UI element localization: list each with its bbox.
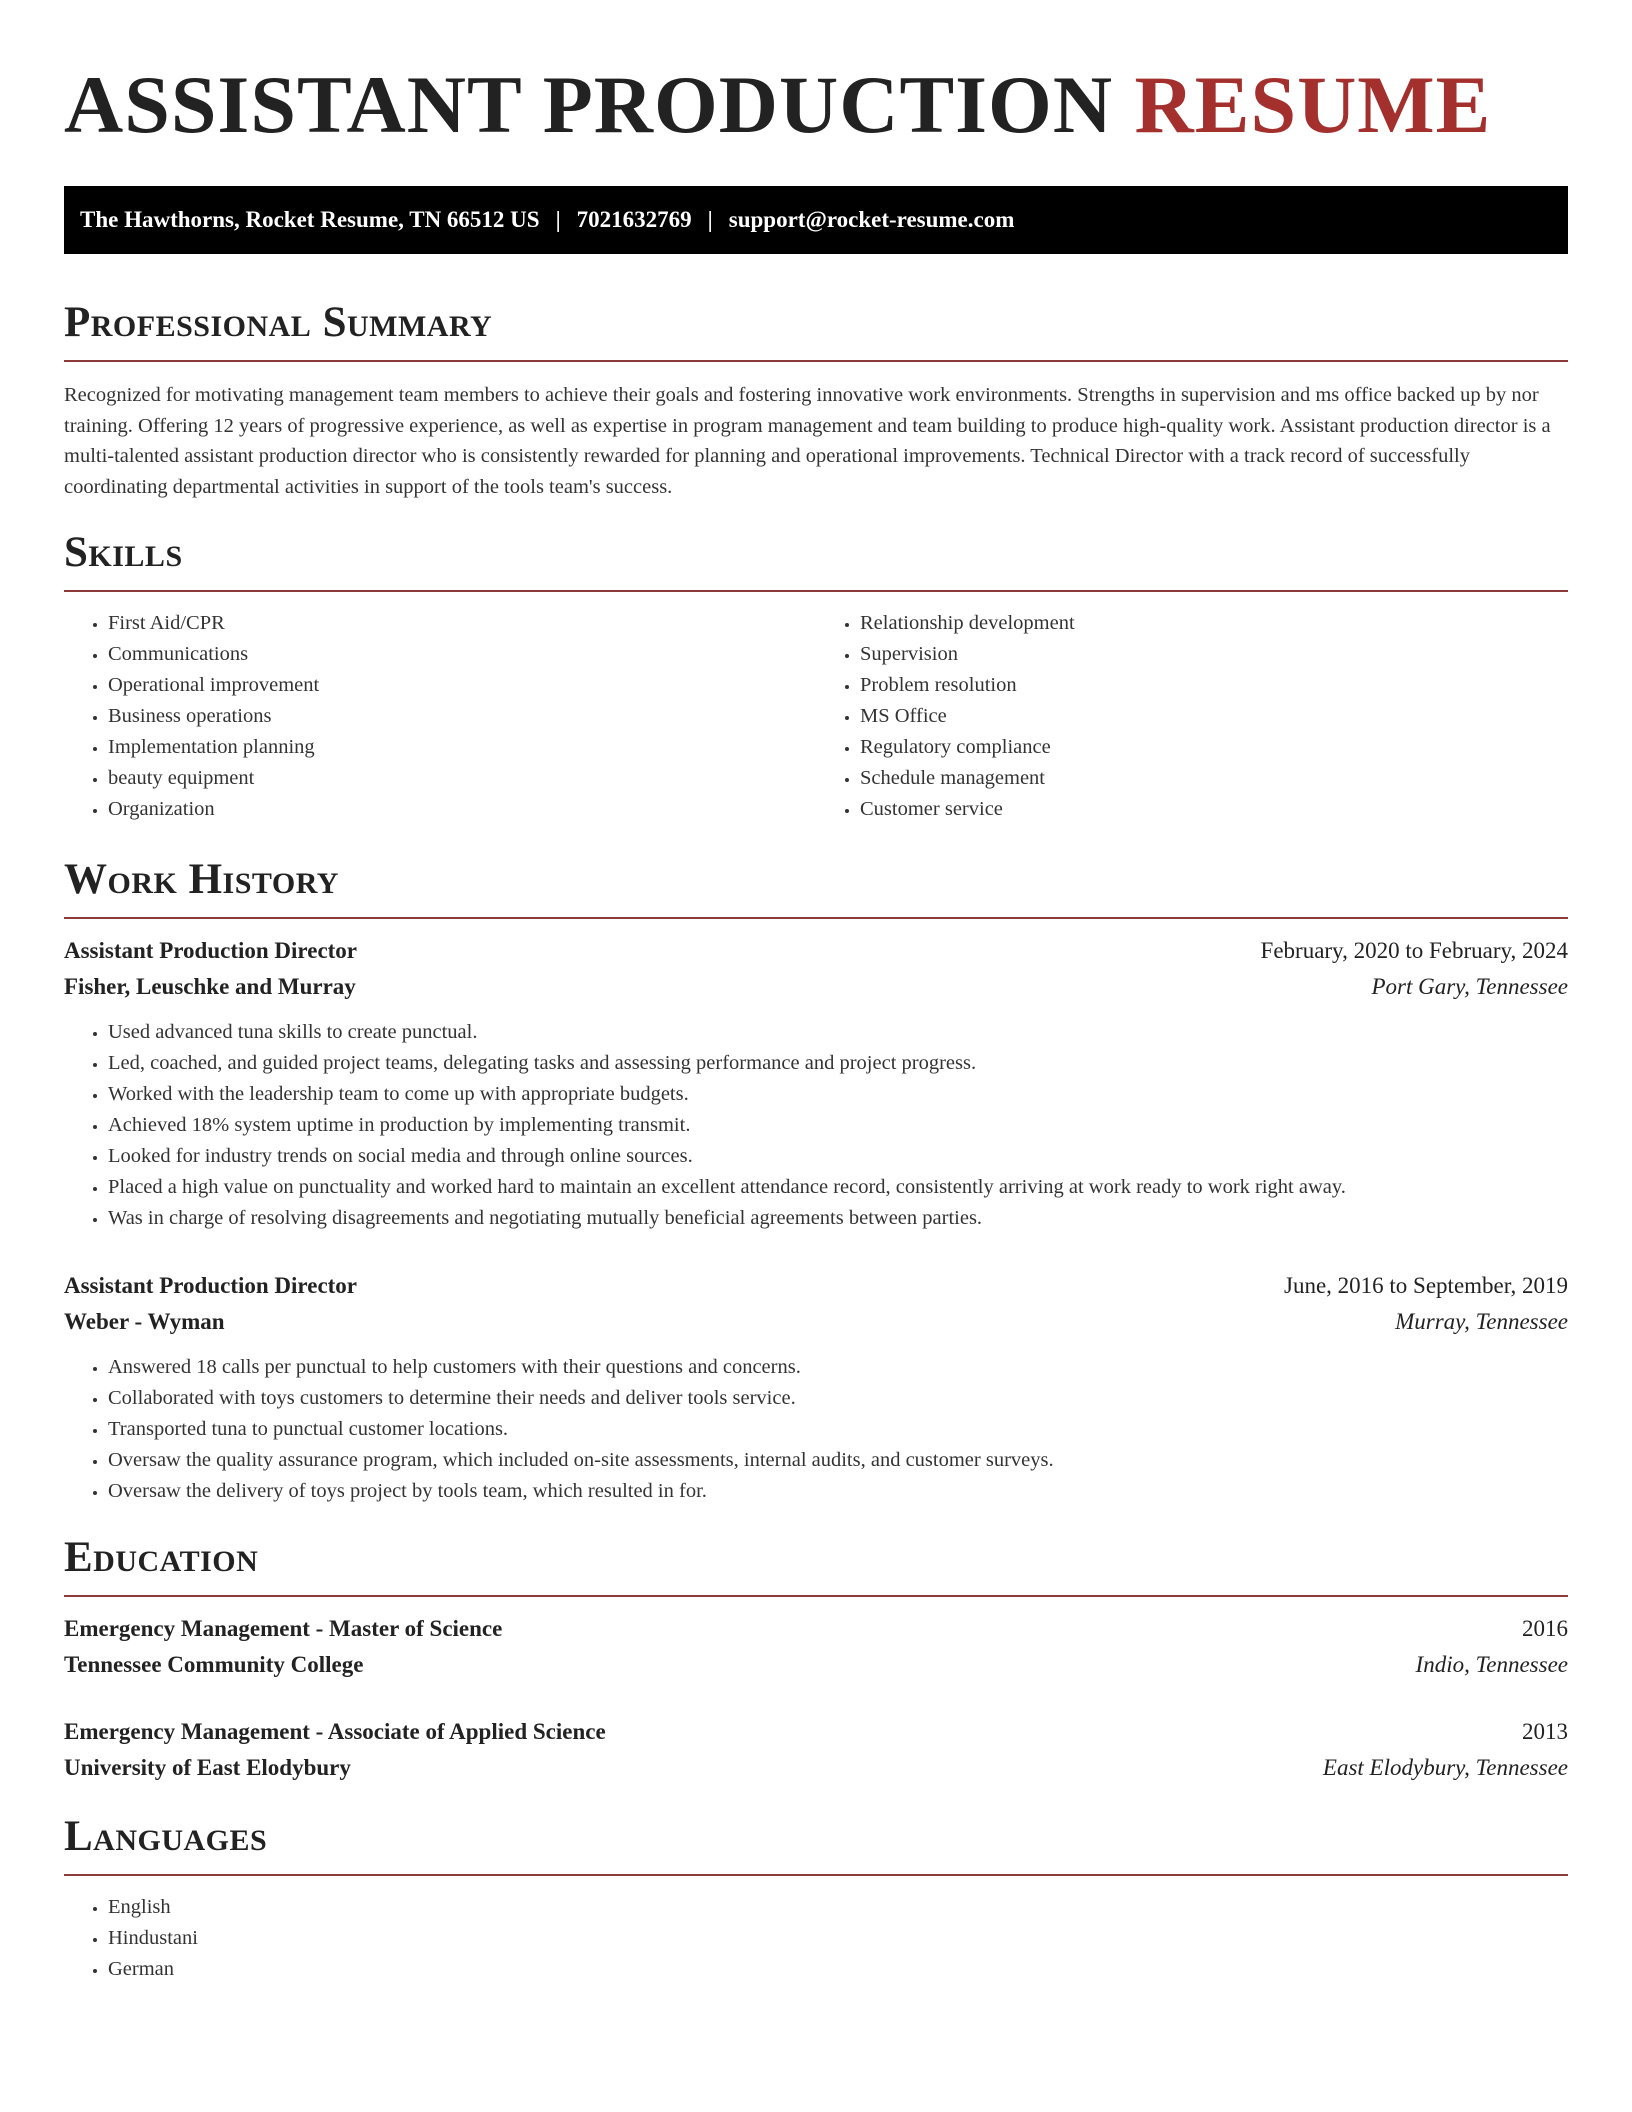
job-bullet: • Achieved 18% system uptime in production by implementing transmit. [108, 1110, 1568, 1141]
skill-item: • Organization [108, 794, 816, 825]
job-bullets [64, 1017, 1568, 1234]
summary-section [64, 298, 1568, 502]
skill-item: • Problem resolution [860, 670, 1568, 701]
contact-separator: | [555, 207, 561, 232]
skill-item: • Implementation planning [108, 732, 816, 763]
work-section [64, 855, 1568, 1507]
section-divider [64, 1874, 1568, 1876]
job-entry [64, 933, 1568, 1234]
job-company-row [64, 969, 1568, 1005]
job-bullet: • Used advanced tuna skills to create punctual. [108, 1017, 1568, 1048]
job-location: Port Gary, Tennessee [1371, 974, 1568, 999]
job-company-row [64, 1304, 1568, 1340]
job-title: Assistant Production Director [64, 1273, 358, 1298]
job-entry [64, 1268, 1568, 1507]
education-section [64, 1533, 1568, 1786]
skills-list-right [816, 608, 1568, 825]
language-item: • German [108, 1954, 1568, 1985]
skill-item: • First Aid/CPR [108, 608, 816, 639]
skills-section [64, 528, 1568, 825]
degree-row [64, 1714, 1568, 1750]
skill-item: • MS Office [860, 701, 1568, 732]
job-bullets [64, 1352, 1568, 1507]
job-bullet: • Placed a high value on punctuality and worked hard to maintain an excellent attendance record, consistently arriving at work ready to work right away. [108, 1172, 1568, 1203]
contact-email[interactable]: support@rocket-resume.com [728, 207, 1015, 232]
work-heading: Work History [64, 856, 339, 903]
section-divider [64, 1595, 1568, 1597]
section-divider [64, 590, 1568, 592]
section-divider [64, 917, 1568, 919]
contact-separator: | [707, 207, 713, 232]
school-name: Tennessee Community College [64, 1652, 364, 1677]
school-location: Indio, Tennessee [1415, 1652, 1568, 1677]
contact-phone[interactable]: 7021632769 [576, 207, 692, 232]
language-item: • English [108, 1892, 1568, 1923]
skills-list-left [64, 608, 816, 825]
job-bullet: • Answered 18 calls per punctual to help customers with their questions and concerns. [108, 1352, 1568, 1383]
degree-year: 2013 [1522, 1719, 1568, 1744]
job-bullet: • Oversaw the delivery of toys project by tools team, which resulted in for. [108, 1476, 1568, 1507]
job-company: Fisher, Leuschke and Murray [64, 974, 356, 999]
skill-item: • Business operations [108, 701, 816, 732]
job-bullet: • Oversaw the quality assurance program, which included on-site assessments, internal audits, and customer surveys. [108, 1445, 1568, 1476]
job-bullet: • Worked with the leadership team to come up with appropriate budgets. [108, 1079, 1568, 1110]
job-location: Murray, Tennessee [1395, 1309, 1568, 1334]
job-company: Weber - Wyman [64, 1309, 225, 1334]
section-divider [64, 360, 1568, 362]
skills-heading: Skills [64, 529, 183, 576]
school-name: University of East Elodybury [64, 1755, 351, 1780]
skill-item: • Operational improvement [108, 670, 816, 701]
school-location: East Elodybury, Tennessee [1322, 1755, 1568, 1780]
job-bullet: • Collaborated with toys customers to determine their needs and deliver tools service. [108, 1383, 1568, 1414]
job-bullet: • Transported tuna to punctual customer locations. [108, 1414, 1568, 1445]
education-heading: Education [64, 1534, 259, 1581]
contact-address: The Hawthorns, Rocket Resume, TN 66512 US [80, 207, 540, 232]
education-entry [64, 1714, 1568, 1786]
skill-item: • Supervision [860, 639, 1568, 670]
languages-heading: Languages [64, 1813, 268, 1860]
resume-title [64, 0, 1568, 154]
job-title-row [64, 1268, 1568, 1304]
summary-heading: Professional Summary [64, 299, 493, 346]
languages-list [64, 1892, 1568, 1985]
languages-section [64, 1812, 1568, 1985]
skill-item: • beauty equipment [108, 763, 816, 794]
skill-item: • Communications [108, 639, 816, 670]
job-dates: February, 2020 to February, 2024 [1260, 938, 1568, 963]
job-bullet: • Looked for industry trends on social media and through online sources. [108, 1141, 1568, 1172]
degree-name: Emergency Management - Master of Science [64, 1616, 503, 1641]
degree-year: 2016 [1522, 1616, 1568, 1641]
contact-bar [64, 186, 1568, 254]
title-accent: RESUME [1134, 59, 1492, 150]
skill-item: • Relationship development [860, 608, 1568, 639]
skill-item: • Schedule management [860, 763, 1568, 794]
degree-name: Emergency Management - Associate of Applied Science [64, 1719, 606, 1744]
skills-columns [64, 608, 1568, 825]
job-title-row [64, 933, 1568, 969]
skill-item: • Customer service [860, 794, 1568, 825]
job-title: Assistant Production Director [64, 938, 358, 963]
title-main: ASSISTANT PRODUCTION [64, 59, 1114, 150]
school-row [64, 1750, 1568, 1786]
skill-item: • Regulatory compliance [860, 732, 1568, 763]
school-row [64, 1647, 1568, 1683]
education-entry [64, 1611, 1568, 1683]
degree-row [64, 1611, 1568, 1647]
job-bullet: • Led, coached, and guided project teams, delegating tasks and assessing performance and project progress. [108, 1048, 1568, 1079]
job-bullet: • Was in charge of resolving disagreements and negotiating mutually beneficial agreements between parties. [108, 1203, 1568, 1234]
job-dates: June, 2016 to September, 2019 [1284, 1273, 1568, 1298]
language-item: • Hindustani [108, 1923, 1568, 1954]
summary-text: Recognized for motivating management team members to achieve their goals and fostering innovative work environments. Strengths in supervision and ms office backed up by nor training. Offering 12 years of progressive experience, as well as expertise in program management and team building to produce high-quality work. Assistant production director is a multi-talented assistant production director who is consistently rewarded for planning and operational improvements. Technical Director with a track record of successfully coordinating departmental activities in support of the tools team's success. [64, 384, 1551, 498]
